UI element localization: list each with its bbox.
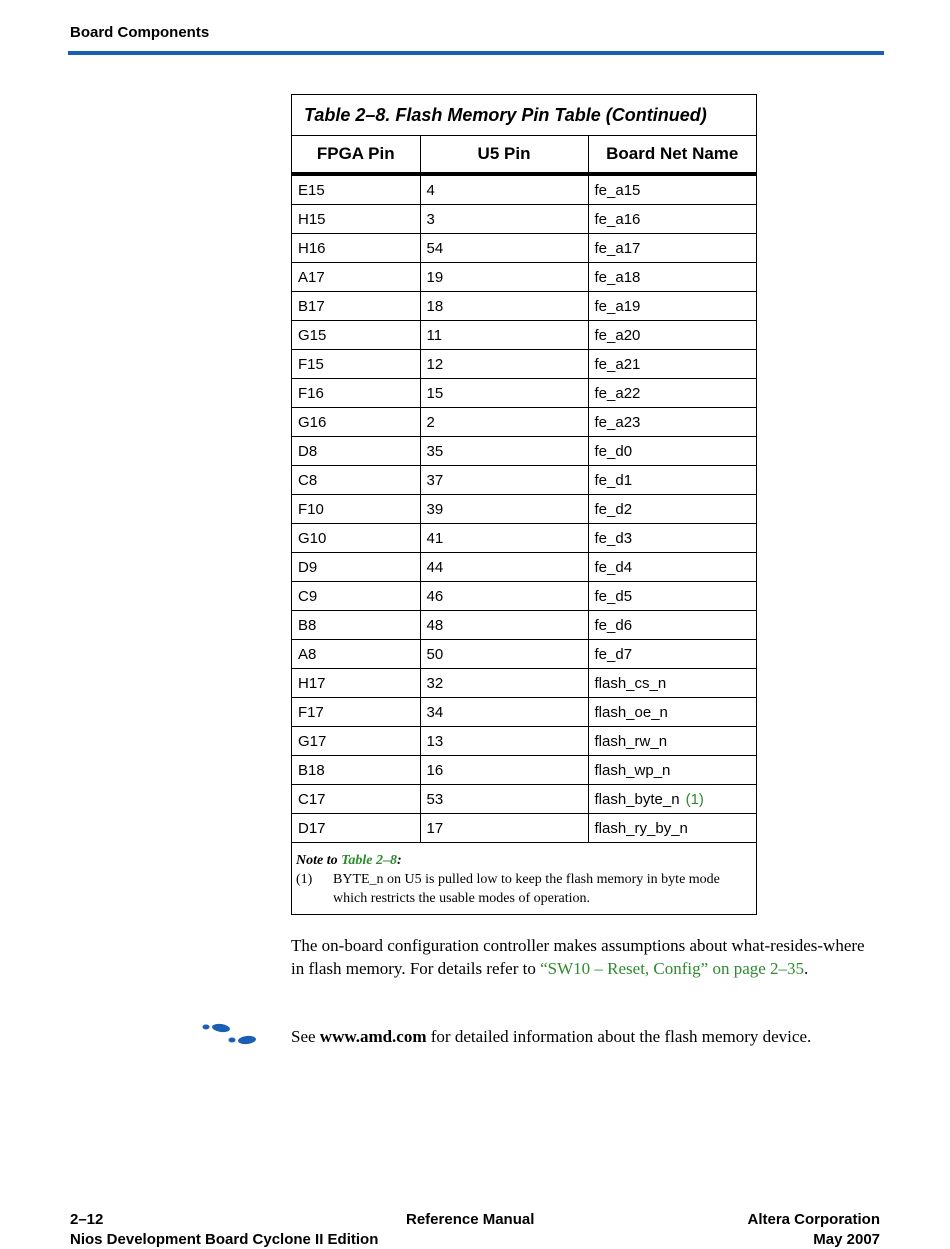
cell-text: 53: [426, 790, 444, 808]
table-row: [292, 205, 756, 234]
cell-text: D17: [298, 819, 326, 837]
table-cell: [588, 669, 756, 698]
cell-text: C9: [298, 587, 318, 605]
table-cell: [588, 408, 756, 437]
cell-text: 11: [426, 326, 443, 344]
paragraph-text: The on-board configuration controller makes assumptions about what-resides-where in flash memory. For details refer to: [291, 936, 865, 978]
table-row: [292, 698, 756, 727]
cell-text: F10: [298, 500, 324, 518]
cell-text: 13: [426, 732, 444, 750]
table-cell: [420, 582, 588, 611]
table-cell: [292, 350, 420, 379]
table-cell: [588, 785, 756, 814]
table-row: [292, 814, 756, 843]
table-row: [292, 756, 756, 785]
cell-text: fe_a18: [594, 268, 641, 286]
table-row: [292, 553, 756, 582]
table-cell: [420, 205, 588, 234]
cell-text: 16: [426, 761, 444, 779]
table-cell: [588, 524, 756, 553]
cell-text: fe_d0: [594, 442, 633, 460]
cell-text: F16: [298, 384, 324, 402]
cell-text: 15: [426, 384, 444, 402]
table-cell: [292, 524, 420, 553]
cell-text: flash_rw_n: [594, 732, 668, 750]
cell-text: 46: [426, 587, 444, 605]
table-cell: [292, 174, 420, 205]
cell-text: A17: [298, 268, 325, 286]
table-cell: [588, 495, 756, 524]
column-header: FPGA Pin: [292, 136, 420, 174]
table-row: [292, 611, 756, 640]
cell-text: fe_d6: [594, 616, 633, 634]
cell-text: fe_a17: [594, 239, 641, 257]
note-table-link[interactable]: Table 2–8: [341, 853, 397, 868]
table-cell: [420, 408, 588, 437]
table-cell: [588, 466, 756, 495]
page-header-title: Board Components: [70, 24, 210, 41]
cell-text: fe_d5: [594, 587, 633, 605]
table-row: [292, 727, 756, 756]
table-cell: [588, 582, 756, 611]
cell-text: fe_a23: [594, 413, 641, 431]
table-cell: [292, 263, 420, 292]
cell-text: 34: [426, 703, 444, 721]
table-cell: [420, 524, 588, 553]
cell-text: 41: [426, 529, 444, 547]
table-cell: [588, 263, 756, 292]
table-cell: [588, 174, 756, 205]
table-cell: [588, 379, 756, 408]
table-cell: [292, 814, 420, 843]
cell-text: B8: [298, 616, 317, 634]
footer-date: May 2007: [813, 1231, 880, 1248]
cell-text: fe_d1: [594, 471, 633, 489]
table-cell: [420, 466, 588, 495]
footprints-icon: [200, 1021, 260, 1047]
table-cell: [420, 553, 588, 582]
cell-text: 18: [426, 297, 444, 315]
table-cell: [292, 582, 420, 611]
see-text: See: [291, 1027, 320, 1046]
note-reference-link[interactable]: (1): [685, 790, 704, 808]
cell-text: 3: [426, 210, 435, 228]
table-cell: [292, 611, 420, 640]
cell-text: fe_d7: [594, 645, 633, 663]
table-cell: [420, 437, 588, 466]
table-cell: [292, 698, 420, 727]
note-title-suffix: :: [396, 853, 402, 868]
cell-text: flash_oe_n: [594, 703, 668, 721]
table-cell: [420, 350, 588, 379]
table-cell: [420, 785, 588, 814]
table-cell: [420, 640, 588, 669]
table-cell: [292, 640, 420, 669]
table-cell: [420, 698, 588, 727]
table-cell: [588, 437, 756, 466]
cell-text: A8: [298, 645, 317, 663]
table-cell: [588, 350, 756, 379]
table-cell: [292, 321, 420, 350]
footer-doc-title: Reference Manual: [406, 1211, 535, 1228]
table-cell: [292, 553, 420, 582]
cell-text: H17: [298, 674, 326, 692]
cell-text: C17: [298, 790, 326, 808]
pin-table: [292, 136, 756, 843]
cell-text: G17: [298, 732, 327, 750]
table-row: [292, 785, 756, 814]
cell-text: B17: [298, 297, 325, 315]
table-notes: [292, 843, 756, 914]
cell-text: F17: [298, 703, 324, 721]
table-cell: [420, 756, 588, 785]
cell-text: H16: [298, 239, 326, 257]
table-cell: [588, 234, 756, 263]
cell-text: 4: [426, 181, 435, 199]
cell-text: 50: [426, 645, 444, 663]
cell-text: D9: [298, 558, 318, 576]
table-cell: [420, 234, 588, 263]
table-cell: [292, 205, 420, 234]
website-name: www.amd.com: [319, 1027, 427, 1046]
table-cell: [292, 756, 420, 785]
table-cell: [420, 379, 588, 408]
cell-text: fe_d3: [594, 529, 633, 547]
flash-pin-table: [291, 94, 757, 915]
table-row: [292, 234, 756, 263]
cell-text: fe_a20: [594, 326, 641, 344]
cell-text: flash_ry_by_n: [594, 819, 688, 837]
cell-text: fe_a21: [594, 355, 641, 373]
table-cell: [292, 408, 420, 437]
table-cell: [292, 292, 420, 321]
cell-text: 32: [426, 674, 444, 692]
cell-text: fe_a15: [594, 181, 641, 199]
table-cell: [420, 174, 588, 205]
see-text-end: for detailed information about the flash memory device.: [426, 1027, 812, 1046]
table-cell: [588, 640, 756, 669]
table-cell: [292, 785, 420, 814]
column-header: Board Net Name: [588, 136, 756, 174]
note-title-prefix: Note to: [296, 853, 342, 868]
config-paragraph: [291, 934, 881, 980]
cell-text: 35: [426, 442, 444, 460]
table-caption: Table 2–8. Flash Memory Pin Table (Continued): [292, 95, 756, 136]
cell-text: B18: [298, 761, 325, 779]
table-cell: [420, 814, 588, 843]
paragraph-end: .: [804, 959, 809, 978]
table-cell: [292, 466, 420, 495]
cell-text: fe_a19: [594, 297, 641, 315]
table-cell: [420, 263, 588, 292]
table-cell: [292, 437, 420, 466]
table-cell: [292, 727, 420, 756]
table-cell: [420, 669, 588, 698]
cell-text: G16: [298, 413, 327, 431]
table-cell: [588, 727, 756, 756]
cell-text: C8: [298, 471, 318, 489]
cell-text: 19: [426, 268, 444, 286]
cell-text: D8: [298, 442, 318, 460]
cell-text: G15: [298, 326, 327, 344]
note-title: [296, 851, 750, 870]
cell-text: 17: [426, 819, 444, 837]
cell-text: fe_a16: [594, 210, 641, 228]
note-number: (1): [296, 872, 313, 887]
cell-text: E15: [298, 181, 325, 199]
table-cell: [292, 379, 420, 408]
table-row: [292, 263, 756, 292]
table-cell: [420, 321, 588, 350]
table-row: [292, 379, 756, 408]
table-cell: [420, 727, 588, 756]
table-cell: [420, 292, 588, 321]
table-cell: [588, 611, 756, 640]
table-row: [292, 350, 756, 379]
cell-text: fe_d2: [594, 500, 633, 518]
table-row: [292, 640, 756, 669]
table-header-row: [292, 136, 756, 174]
table-cell: [588, 814, 756, 843]
table-cell: [292, 669, 420, 698]
cell-text: 2: [426, 413, 435, 431]
cell-text: fe_d4: [594, 558, 633, 576]
table-cell: [588, 205, 756, 234]
cell-text: flash_wp_n: [594, 761, 671, 779]
cell-text: 12: [426, 355, 444, 373]
cell-text: 48: [426, 616, 444, 634]
table-row: [292, 292, 756, 321]
table-row: [292, 669, 756, 698]
cell-text: F15: [298, 355, 324, 373]
cell-text: 37: [426, 471, 444, 489]
cell-text: flash_byte_n: [594, 790, 680, 808]
table-cell: [292, 495, 420, 524]
table-row: [292, 437, 756, 466]
table-row: [292, 582, 756, 611]
table-row: [292, 524, 756, 553]
table-cell: [588, 756, 756, 785]
note-text: BYTE_n on U5 is pulled low to keep the flash memory in byte mode which restricts the usable modes of operation.: [333, 872, 720, 906]
cell-text: fe_a22: [594, 384, 641, 402]
footer-page-number: 2–12: [70, 1211, 104, 1228]
footer-company: Altera Corporation: [747, 1211, 880, 1228]
sw10-page-link[interactable]: “SW10 – Reset, Config” on page 2–35: [540, 959, 805, 978]
note-item: [296, 870, 750, 908]
table-cell: [292, 234, 420, 263]
table-cell: [420, 495, 588, 524]
table-row: [292, 466, 756, 495]
cell-text: G10: [298, 529, 327, 547]
table-cell: [588, 698, 756, 727]
table-cell: [588, 292, 756, 321]
cell-text: 54: [426, 239, 444, 257]
cell-text: flash_cs_n: [594, 674, 667, 692]
table-row: [292, 174, 756, 205]
see-website-paragraph: [291, 1025, 881, 1048]
footer-edition: Nios Development Board Cyclone II Edition: [70, 1231, 379, 1248]
cell-text: H15: [298, 210, 326, 228]
table-row: [292, 321, 756, 350]
cell-text: 44: [426, 558, 444, 576]
table-row: [292, 408, 756, 437]
header-rule: [68, 51, 884, 55]
table-cell: [588, 321, 756, 350]
table-cell: [588, 553, 756, 582]
table-row: [292, 495, 756, 524]
cell-text: 39: [426, 500, 444, 518]
table-cell: [420, 611, 588, 640]
column-header: U5 Pin: [420, 136, 588, 174]
